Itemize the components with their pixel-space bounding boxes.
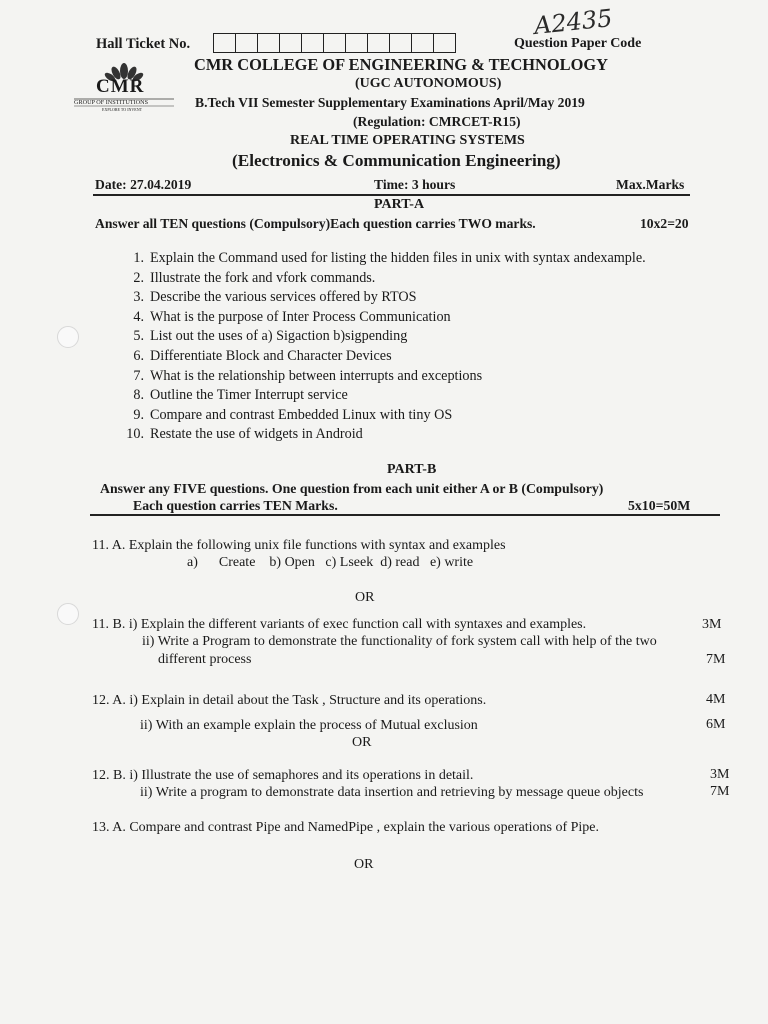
list-item: 9. Compare and contrast Embedded Linux with tiny OS xyxy=(133,406,453,423)
branch-title: (Electronics & Communication Engineering) xyxy=(232,151,561,170)
question-paper-code-label: Question Paper Code xyxy=(514,36,642,51)
part-a-instruction: Answer all TEN questions (Compulsory)Each question carries TWO marks. xyxy=(95,216,536,231)
question-12a-i-marks: 4M xyxy=(706,692,726,707)
list-item: 2. Illustrate the fork and vfork commands. xyxy=(133,269,376,286)
part-b-instruction: Answer any FIVE questions. One question from each unit either A or B (Compulsory) xyxy=(100,481,604,496)
question-11a-parts: a) Create b) Open c) Lseek d) read e) write xyxy=(187,555,474,570)
list-item: 4. What is the purpose of Inter Process Communication xyxy=(133,308,451,325)
question-12a-ii: ii) With an example explain the process of Mutual exclusion xyxy=(140,718,478,733)
exam-title: B.Tech VII Semester Supplementary Examinations April/May 2019 xyxy=(195,95,585,110)
logo-text: CMR xyxy=(96,76,145,97)
logo-subtitle: GROUP OF INSTITUTIONS xyxy=(74,99,149,106)
question-11b-i: 11. B. i) Explain the different variants of exec function call with syntaxes and examples. xyxy=(92,617,587,632)
question-12b-i-marks: 3M xyxy=(710,767,730,782)
or-separator: OR xyxy=(355,590,375,605)
question-12b-i: 12. B. i) Illustrate the use of semaphores and its operations in detail. xyxy=(92,768,474,783)
subject-title: REAL TIME OPERATING SYSTEMS xyxy=(290,133,525,148)
part-b-title: PART-B xyxy=(387,462,437,477)
question-11b-ii-cont: different process xyxy=(158,652,252,667)
list-item: 3. Describe the various services offered by RTOS xyxy=(133,289,417,306)
list-item: 7. What is the relationship between interrupts and exceptions xyxy=(133,367,483,384)
question-13a: 13. A. Compare and contrast Pipe and NamedPipe , explain the various operations of Pipe. xyxy=(92,820,600,835)
question-11b-ii-marks: 7M xyxy=(706,652,726,667)
hall-ticket-label: Hall Ticket No. xyxy=(96,36,191,52)
part-b-instruction-marks: Each question carries TEN Marks. xyxy=(133,498,338,513)
college-name: CMR COLLEGE OF ENGINEERING & TECHNOLOGY xyxy=(194,55,608,74)
question-12b-ii-marks: 7M xyxy=(710,784,730,799)
regulation: (Regulation: CMRCET-R15) xyxy=(353,114,521,129)
list-item: 6. Differentiate Block and Character Devices xyxy=(133,347,392,364)
punch-hole xyxy=(57,326,79,348)
logo-tagline: EXPLORE TO INVENT xyxy=(102,107,143,112)
hall-ticket-boxes xyxy=(213,33,456,53)
question-12a-ii-marks: 6M xyxy=(706,717,726,732)
exam-duration: Time: 3 hours xyxy=(374,177,456,192)
or-separator: OR xyxy=(354,857,374,872)
or-separator: OR xyxy=(352,735,372,750)
question-12b-ii: ii) Write a program to demonstrate data insertion and retrieving by message queue objects xyxy=(140,785,644,800)
list-item: 1. Explain the Command used for listing the hidden files in unix with syntax andexample. xyxy=(133,250,646,266)
part-a-question-list xyxy=(118,249,646,445)
college-logo xyxy=(72,62,176,110)
list-item: 10. Restate the use of widgets in Android xyxy=(126,426,363,443)
autonomous-status: (UGC AUTONOMOUS) xyxy=(355,76,502,91)
list-item: 8. Outline the Timer Interrupt service xyxy=(133,387,348,404)
part-a-marks: 10x2=20 xyxy=(640,216,689,231)
max-marks-label: Max.Marks xyxy=(616,177,685,192)
punch-hole xyxy=(57,603,79,625)
part-b-divider xyxy=(90,514,720,516)
list-item: 5. List out the uses of a) Sigaction b)sigpending xyxy=(133,328,408,345)
part-b-marks: 5x10=50M xyxy=(628,498,691,513)
part-a-title: PART-A xyxy=(374,197,425,212)
question-11a: 11. A. Explain the following unix file functions with syntax and examples xyxy=(92,538,506,553)
handwritten-code: A2435 xyxy=(532,3,614,41)
question-12a-i: 12. A. i) Explain in detail about the Task , Structure and its operations. xyxy=(92,693,487,708)
exam-date: Date: 27.04.2019 xyxy=(95,177,192,192)
question-11b-ii: ii) Write a Program to demonstrate the functionality of fork system call with help of the two xyxy=(142,634,657,649)
question-11b-i-marks: 3M xyxy=(702,617,722,632)
header-divider xyxy=(93,194,690,196)
